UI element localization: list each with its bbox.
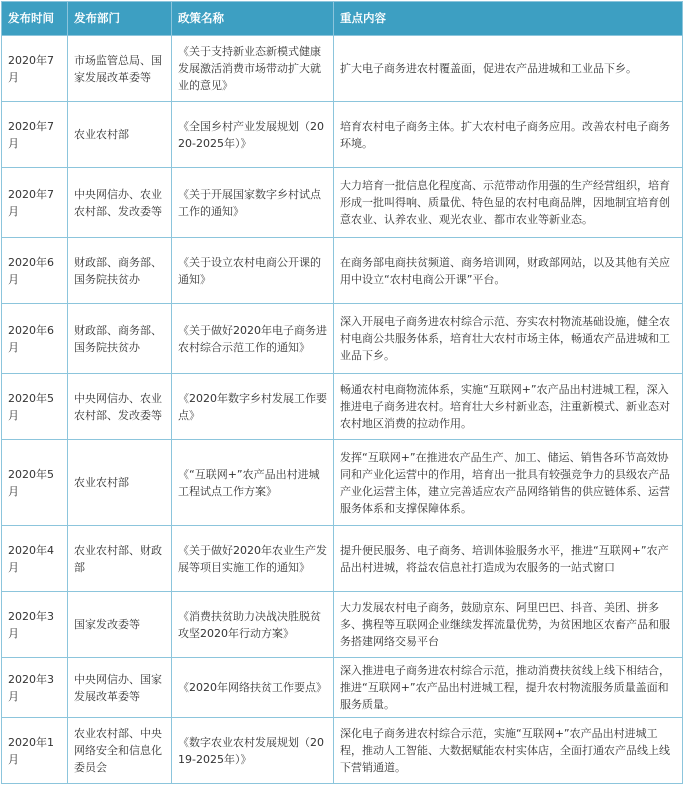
table-row: [2, 718, 683, 784]
cell-key-content: 培育农村电子商务主体。扩大农村电子商务应用。改善农村电子商务环境。: [334, 102, 683, 168]
table-row: [2, 440, 683, 526]
cell-date: 2020年3月: [2, 658, 68, 718]
table-row: [2, 102, 683, 168]
cell-policy-name: 《2020年网络扶贫工作要点》: [172, 658, 334, 718]
cell-date: 2020年3月: [2, 592, 68, 658]
table-row: [2, 168, 683, 238]
cell-department: 市场监管总局、国家发展改革委等: [68, 36, 172, 102]
table-row: [2, 36, 683, 102]
cell-policy-name: 《2020年数字乡村发展工作要点》: [172, 374, 334, 440]
cell-policy-name: 《消费扶贫助力决战决胜脱贫攻坚2020年行动方案》: [172, 592, 334, 658]
cell-policy-name: 《关于做好2020年农业生产发展等项目实施工作的通知》: [172, 526, 334, 592]
policy-table: [1, 1, 683, 784]
cell-key-content: 在商务部电商扶贫频道、商务培训网，财政部网站，以及其他有关应用中设立“农村电商公开课”平台。: [334, 238, 683, 304]
cell-department: 中央网信办、国家发展改革委等: [68, 658, 172, 718]
cell-key-content: 深入推进电子商务进农村综合示范，推动消费扶贫线上线下相结合，推进“互联网+”农产品出村进城工程，提升农村物流服务质量盖面和服务质量。: [334, 658, 683, 718]
cell-policy-name: 《关于设立农村电商公开课的通知》: [172, 238, 334, 304]
header-policy-name: 政策名称: [172, 2, 334, 36]
cell-department: 财政部、商务部、国务院扶贫办: [68, 238, 172, 304]
cell-department: 中央网信办、农业农村部、发改委等: [68, 168, 172, 238]
cell-policy-name: 《全国乡村产业发展规划（2020-2025年）》: [172, 102, 334, 168]
table-row: [2, 526, 683, 592]
cell-key-content: 发挥“互联网+”在推进农产品生产、加工、储运、销售各环节高效协同和产业化运营中的作用，培育出一批具有较强竞争力的县级农产品产业化运营主体，建立完善适应农产品网络销售的供应链体系、运营服务体系和支撑保障体系。: [334, 440, 683, 526]
cell-key-content: 畅通农村电商物流体系，实施“互联网+”农产品出村进城工程，深入推进电子商务进农村。培育壮大乡村新业态，注重新模式、新业态对农村地区消费的拉动作用。: [334, 374, 683, 440]
cell-date: 2020年7月: [2, 168, 68, 238]
cell-department: 国家发改委等: [68, 592, 172, 658]
cell-department: 农业农村部: [68, 440, 172, 526]
cell-key-content: 提升便民服务、电子商务、培训体验服务水平，推进“互联网+”农产品出村进城，将益农信息社打造成为农服务的一站式窗口: [334, 526, 683, 592]
table-row: [2, 304, 683, 374]
cell-key-content: 大力培育一批信息化程度高、示范带动作用强的生产经营组织，培育形成一批叫得响、质量优、特色显的农村电商品牌，因地制宜培育创意农业、认养农业、观光农业、都市农业等新业态。: [334, 168, 683, 238]
cell-date: 2020年5月: [2, 374, 68, 440]
cell-key-content: 深化电子商务进农村综合示范，实施“互联网+”农产品出村进城工程，推动人工智能、大数据赋能农村实体店，全面打通农产品线上线下营销通道。: [334, 718, 683, 784]
cell-policy-name: 《关于开展国家数字乡村试点工作的通知》: [172, 168, 334, 238]
cell-key-content: 大力发展农村电子商务，鼓励京东、阿里巴巴、抖音、美团、拼多多、携程等互联网企业继续发挥流量优势，为贫困地区农畜产品和服务搭建网络交易平台: [334, 592, 683, 658]
cell-policy-name: 《数字农业农村发展规划（2019-2025年）》: [172, 718, 334, 784]
cell-date: 2020年6月: [2, 304, 68, 374]
cell-key-content: 深入开展电子商务进农村综合示范、夯实农村物流基础设施，健全农村电商公共服务体系，培育壮大农村市场主体，畅通农产品进城和工业品下乡。: [334, 304, 683, 374]
header-key-content: 重点内容: [334, 2, 683, 36]
cell-key-content: 扩大电子商务进农村覆盖面，促进农产品进城和工业品下乡。: [334, 36, 683, 102]
cell-date: 2020年1月: [2, 718, 68, 784]
table-row: [2, 374, 683, 440]
cell-department: 中央网信办、农业农村部、发改委等: [68, 374, 172, 440]
cell-policy-name: 《关于支持新业态新模式健康发展激活消费市场带动扩大就业的意见》: [172, 36, 334, 102]
table-row: [2, 592, 683, 658]
table-row: [2, 238, 683, 304]
cell-policy-name: 《“互联网+”农产品出村进城工程试点工作方案》: [172, 440, 334, 526]
table-row: [2, 658, 683, 718]
cell-date: 2020年5月: [2, 440, 68, 526]
header-release-date: 发布时间: [2, 2, 68, 36]
header-department: 发布部门: [68, 2, 172, 36]
cell-department: 农业农村部、财政部: [68, 526, 172, 592]
cell-policy-name: 《关于做好2020年电子商务进农村综合示范工作的通知》: [172, 304, 334, 374]
header-row: [2, 2, 683, 36]
cell-department: 财政部、商务部、国务院扶贫办: [68, 304, 172, 374]
cell-department: 农业农村部、中央网络安全和信息化委员会: [68, 718, 172, 784]
cell-department: 农业农村部: [68, 102, 172, 168]
cell-date: 2020年7月: [2, 36, 68, 102]
cell-date: 2020年6月: [2, 238, 68, 304]
cell-date: 2020年4月: [2, 526, 68, 592]
cell-date: 2020年7月: [2, 102, 68, 168]
